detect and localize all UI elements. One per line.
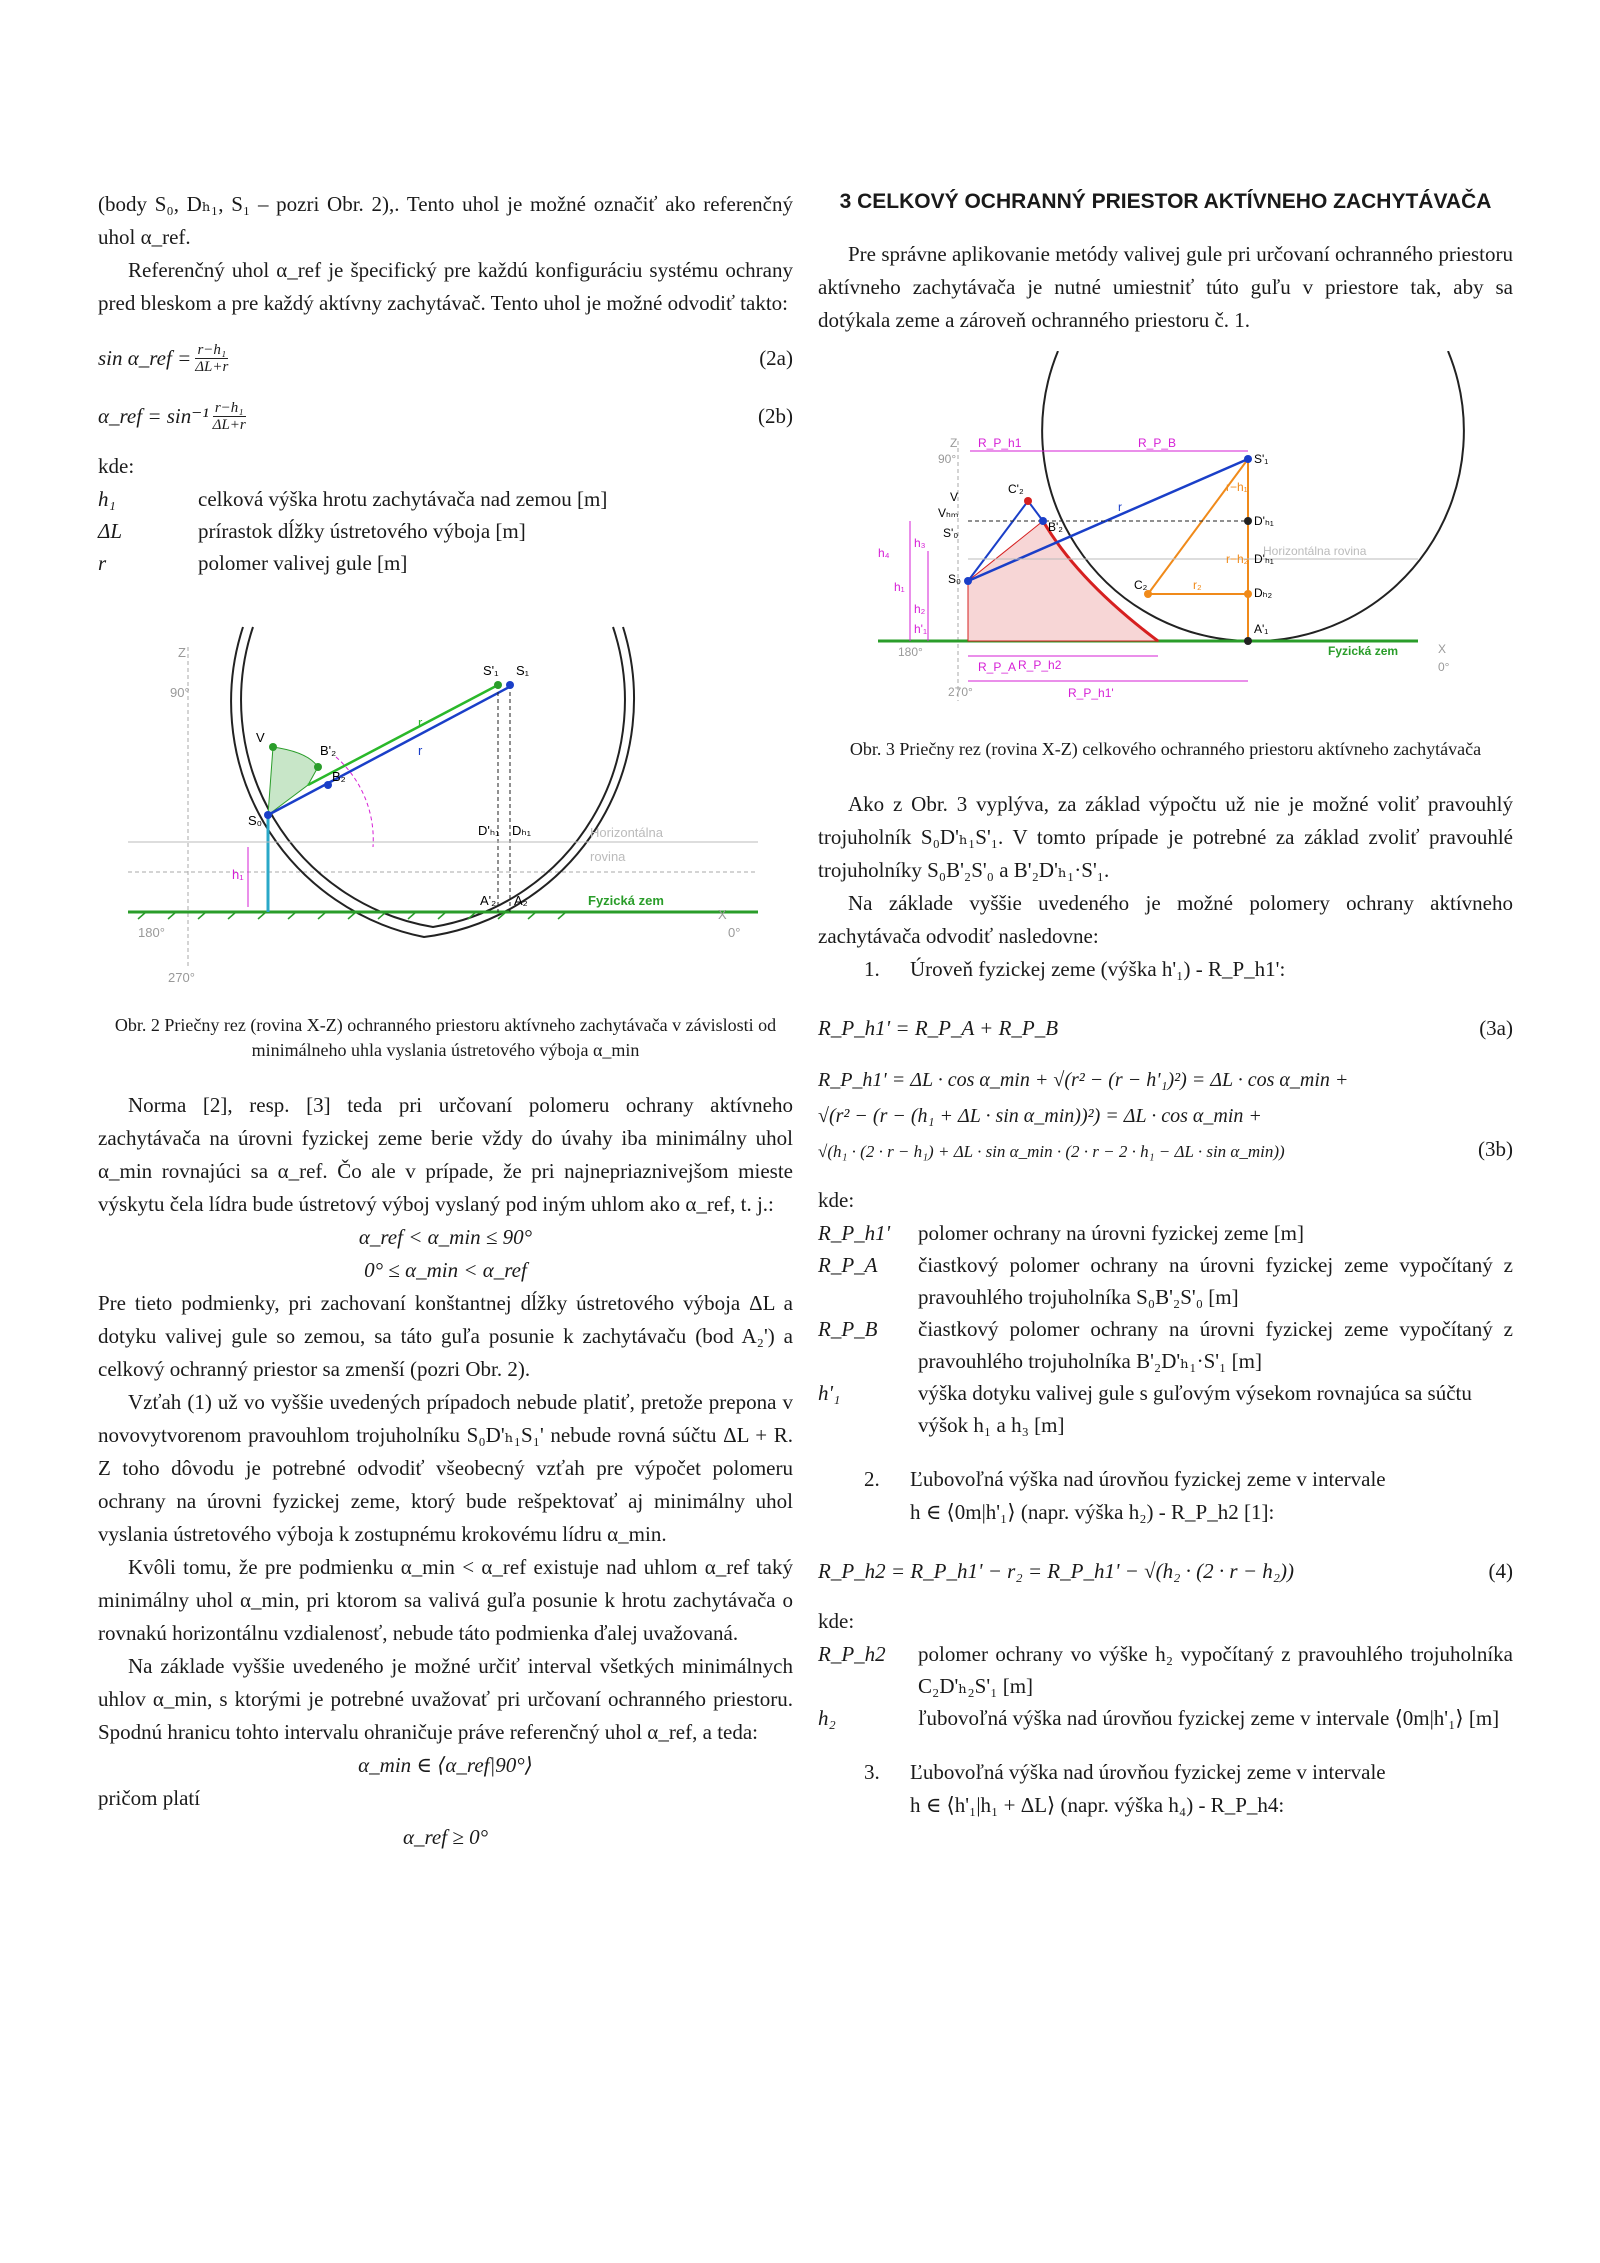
fraction: $\frac{\text{r−h₁}}{\Delta L+r}$ [212,399,246,433]
axis-label: Z [950,436,958,450]
point-label: S'₀ [943,526,959,540]
def-symbol: ΔL [98,519,123,543]
equation-3a [818,1008,1513,1048]
dimension-label: R_P_B [1138,436,1177,450]
def-text: čiastkový polomer ochrany na úrovni fyzickej zeme vypočítaný z pravouhlého trojuholníka S₀B'₂S'₀ [m] [918,1253,1513,1309]
equation-body: R_P_h1' = R_P_A + R_P_B [818,1015,1059,1040]
point-label: S₁ [516,663,530,678]
def-text: polomer valivej gule [m] [198,551,408,575]
axis-label: X [718,907,727,922]
equation-number: (2b) [758,403,793,428]
paragraph: Pre správne aplikovanie metódy valivej gule pri určovaní ochranného priestoru aktívneho zachytávača je nutné umiestniť túto guľu v priestore tak, aby sa dotýkala zeme a zároveň ochranného priestoru č. 1. [818,242,1513,332]
point-label: D'ₕ₁ [1254,552,1274,566]
dimension-label: h₄ [878,546,890,560]
equation-3b [818,1062,1513,1170]
kde-label: kde: [818,1188,855,1212]
point-label: Dₕ₁ [512,823,532,838]
point-label: V [950,490,959,504]
equation-lhs: sin α_ref = [98,345,192,370]
definition-list [818,1217,1513,1441]
axis-label: 90° [170,685,190,700]
axis-label: 0° [728,925,741,940]
def-symbol: R_P_B [818,1317,878,1341]
kde-label: kde: [818,1609,855,1633]
equation-number: (3a) [1479,1015,1513,1040]
plane-label: Horizontálna [590,825,663,840]
point-label: S'₁ [1254,452,1269,466]
figure-2-diagram [98,607,793,997]
paragraph: Pre tieto podmienky, pri zachovaní konštantnej dĺžky ústretového výboja ΔL a dotyku valivej gule so zemou, sa táto guľa posunie k zachytávaču (bod A₂') a celkový ochranný priestor sa zmenší (pozri Obr. 2). [98,1291,793,1381]
def-symbol: h₂ [818,1706,836,1730]
interval: α_min ∈ ⟨α_ref|90°⟩ [358,1753,533,1777]
ground-label: Fyzická zem [1328,644,1399,658]
paragraph: (body S₀, Dₕ₁, S₁ – pozri Obr. 2),. Tento uhol je možné označiť ako referenčný uhol α_ref. [98,192,793,249]
inequality: 0° ≤ α_min < α_ref [364,1258,527,1282]
point-label: C'₂ [1008,482,1024,496]
point-label: V [256,730,265,745]
equation-4 [818,1551,1513,1591]
section-title: 3 CELKOVÝ OCHRANNÝ PRIESTOR AKTÍVNEHO ZACHYTÁVAČA [839,190,1492,213]
def-text: výška dotyku valivej gule s guľovým výsekom rovnajúca sa súčtu výšok h₁ a h₃ [m] [918,1381,1472,1437]
dimension-label: h₃ [914,536,926,550]
point-label: A'₂ [480,893,497,908]
point-label: Dₕ₂ [1254,586,1273,600]
def-symbol: h₁ [98,487,116,511]
figure-3-diagram [818,351,1513,721]
equation-line: R_P_h1' = ΔL · cos α_min + √(r² − (r − h'₁)²) = ΔL · cos α_min + [818,1069,1349,1091]
point-label: C₂ [1134,578,1148,592]
plane-label: Horizontálna rovina [1263,544,1367,558]
point-label: B'₂ [320,743,337,758]
point-label: S'₁ [483,663,499,678]
paragraph: Ako z Obr. 3 vyplýva, za základ výpočtu už nie je možné voliť pravouhlý trojuholník S₀D'ₕ₁S'₁. V tomto prípade je potrebné za základ zvoliť pravouhlé trojuholníky S₀B'₂S'₀ a B'₂D'ₕ₁·S'₁. [818,792,1513,882]
list-item: 2. Ľubovoľná výška nad úrovňou fyzickej zeme v intervale [864,1467,1386,1491]
point-label: D'ₕ₁ [478,823,500,838]
paragraph: Vzťah (1) už vo vyššie uvedených prípadoch nebude platiť, pretože prepona v novovytvorenom pravouhlom trojuholníku S₀D'ₕ₁S₁' nebude rovná súčtu ΔL + R. Z toho dôvodu je potrebné odvodiť všeobecný vzťah pre výpočet polomeru ochrany na úrovni fyzickej zeme, ktorý bude rešpektovať aj minimálny uhol vyslania ústretového výboja k zostupnému krokovému lídru α_min. [98,1390,793,1546]
def-text: prírastok dĺžky ústretového výboja [m] [198,519,526,543]
def-text: polomer ochrany na úrovni fyzickej zeme [m] [918,1221,1305,1245]
paragraph: Referenčný uhol α_ref je špecifický pre každú konfiguráciu systému ochrany pred bleskom a pre každý aktívny zachytávač. Tento uhol je možné odvodiť takto: [98,258,793,315]
dimension-label: h₁ [894,580,905,594]
inequality: α_ref < α_min ≤ 90° [358,1225,533,1249]
def-text: celková výška hrotu zachytávača nad zemou [m] [198,487,608,511]
axis-label: 90° [938,452,957,466]
paragraph: Norma [2], resp. [3] teda pri určovaní polomeru ochrany aktívneho zachytávača na úrovni fyzickej zeme berie vždy do úvahy iba minimálny uhol α_min rovnajúci sa α_ref. Čo ale v prípade, že pri najnepriaznivejšom mieste výskytu čela lídra bude ústretový výboj vyslaný pod iným uhlom ako α_ref, t. j.: [98,1093,793,1216]
axis-label: 270° [948,685,973,699]
paragraph: Na základe vyššie uvedeného je možné polomery ochrany aktívneho zachytávača odvodiť nasledovne: [818,891,1513,948]
axis-label: 180° [138,925,165,940]
dimension-label: h₁ [232,867,244,882]
paragraph: Na základe vyššie uvedeného je možné určiť interval všetkých minimálnych uhlov α_min, s ktorými je potrebné uvažovať pri určovaní ochranného priestoru. Spodnú hranicu tohto intervalu ohraničuje práve referenčný uhol α_ref, a teda: [98,1654,793,1744]
equation-line: √(h₁ · (2 · r − h₁) + ΔL · sin α_min · (2 · r − 2 · h₁ − ΔL · sin α_min)) [818,1142,1285,1161]
axis-label: 270° [168,970,195,985]
equation-number: (4) [1488,1558,1513,1583]
paragraph: Kvôli tomu, že pre podmienku α_min < α_ref existuje nad uhlom α_ref taký minimálny uhol α_min, pri ktorom sa valivá guľa posunie k hrotu zachytávača o rovnakú horizontálnu vzdialenosť, nebude táto podmienka ďalej uvažovaná. [98,1555,793,1645]
figure-3-caption: Obr. 3 Priečny rez (rovina X-Z) celkového ochranného priestoru aktívneho zachytávača [849,739,1482,759]
point-label: A₂ [514,893,528,908]
line-label: r [418,743,423,758]
point-label: Vₕₘ [938,506,959,520]
ground-label: Fyzická zem [588,893,664,908]
plane-label: rovina [590,849,626,864]
equation-lhs: α_ref = sin⁻¹ [98,403,209,428]
dimension-label: h'₁ [914,622,928,636]
def-text: ľubovoľná výška nad úrovňou fyzickej zeme v intervale ⟨0m|h'₁⟩ [m] [918,1706,1500,1730]
equation-number: (3b) [1478,1137,1513,1161]
left-column [98,188,793,1854]
figure-2 [98,607,793,997]
equation-2b [98,396,793,436]
def-symbol: R_P_h2 [818,1642,886,1666]
dimension-label: R_P_h2 [1018,658,1062,672]
point-label: A'₁ [1254,622,1269,636]
right-column [818,188,1513,1822]
def-symbol: R_P_A [818,1253,878,1277]
equation-2a [98,338,793,378]
list-item-line: h ∈ ⟨0m|h'₁⟩ (napr. výška h₂) - R_P_h2 [1]: [910,1500,1275,1524]
list-item: 1. Úroveň fyzickej zeme (výška h'₁) - R_P_h1': [864,957,1286,981]
line-label: r [418,715,423,730]
dimension-label: h₂ [914,602,926,616]
fraction: $\frac{\text{r−h₁}}{\Delta L+r}$ [195,341,229,375]
figure-3 [818,351,1513,721]
axis-label: X [1438,642,1447,656]
axis-label: Z [178,645,186,660]
dimension-label: R_P_A [978,660,1017,674]
def-text: čiastkový polomer ochrany na úrovni fyzickej zeme vypočítaný z pravouhlého trojuholníka B'₂D'ₕ₁·S'₁ [m] [918,1317,1513,1373]
equation-body: R_P_h2 = R_P_h1' − r₂ = R_P_h1' − √(h₂ · (2 · r − h₂)) [818,1558,1295,1583]
equation-line: √(r² − (r − (h₁ + ΔL · sin α_min))²) = ΔL · cos α_min + [818,1105,1262,1127]
point-label: D'ₕ₁ [1254,514,1274,528]
definition-list [818,1638,1513,1734]
condition: α_ref ≥ 0° [403,1825,488,1849]
list-item: 3. Ľubovoľná výška nad úrovňou fyzickej zeme v intervale [864,1760,1386,1784]
axis-label: 0° [1438,660,1450,674]
line-label: r−h₂ [1226,552,1249,566]
def-symbol: R_P_h1' [818,1221,891,1245]
dimension-label: R_P_h1' [1068,686,1114,700]
paragraph: pričom platí [98,1786,201,1810]
def-symbol: r [98,551,107,575]
line-label: r [1118,500,1122,514]
list-item-line: h ∈ ⟨h'₁|h₁ + ΔL⟩ (napr. výška h₄) - R_P_h4: [910,1793,1285,1817]
dimension-label: R_P_h1 [978,436,1022,450]
definition-list [98,483,793,579]
kde-label: kde: [98,454,135,478]
point-label: S₀ [948,572,961,586]
equation-number: (2a) [759,345,793,370]
point-label: B₂ [332,769,346,784]
figure-2-caption: Obr. 2 Priečny rez (rovina X-Z) ochranného priestoru aktívneho zachytávača v závislosti od minimálneho uhla vyslania ústretového výboja α_min [114,1015,777,1060]
line-label: r−h₁ [1226,480,1248,494]
point-label: B'₂ [1048,520,1063,534]
def-symbol: h'₁ [818,1381,841,1405]
line-label: r₂ [1193,578,1202,592]
axis-label: 180° [898,645,923,659]
point-label: S₀ [248,813,263,828]
def-text: polomer ochrany vo výške h₂ vypočítaný z pravouhlého trojuholníka C₂D'ₕ₂S'₁ [m] [918,1642,1513,1698]
